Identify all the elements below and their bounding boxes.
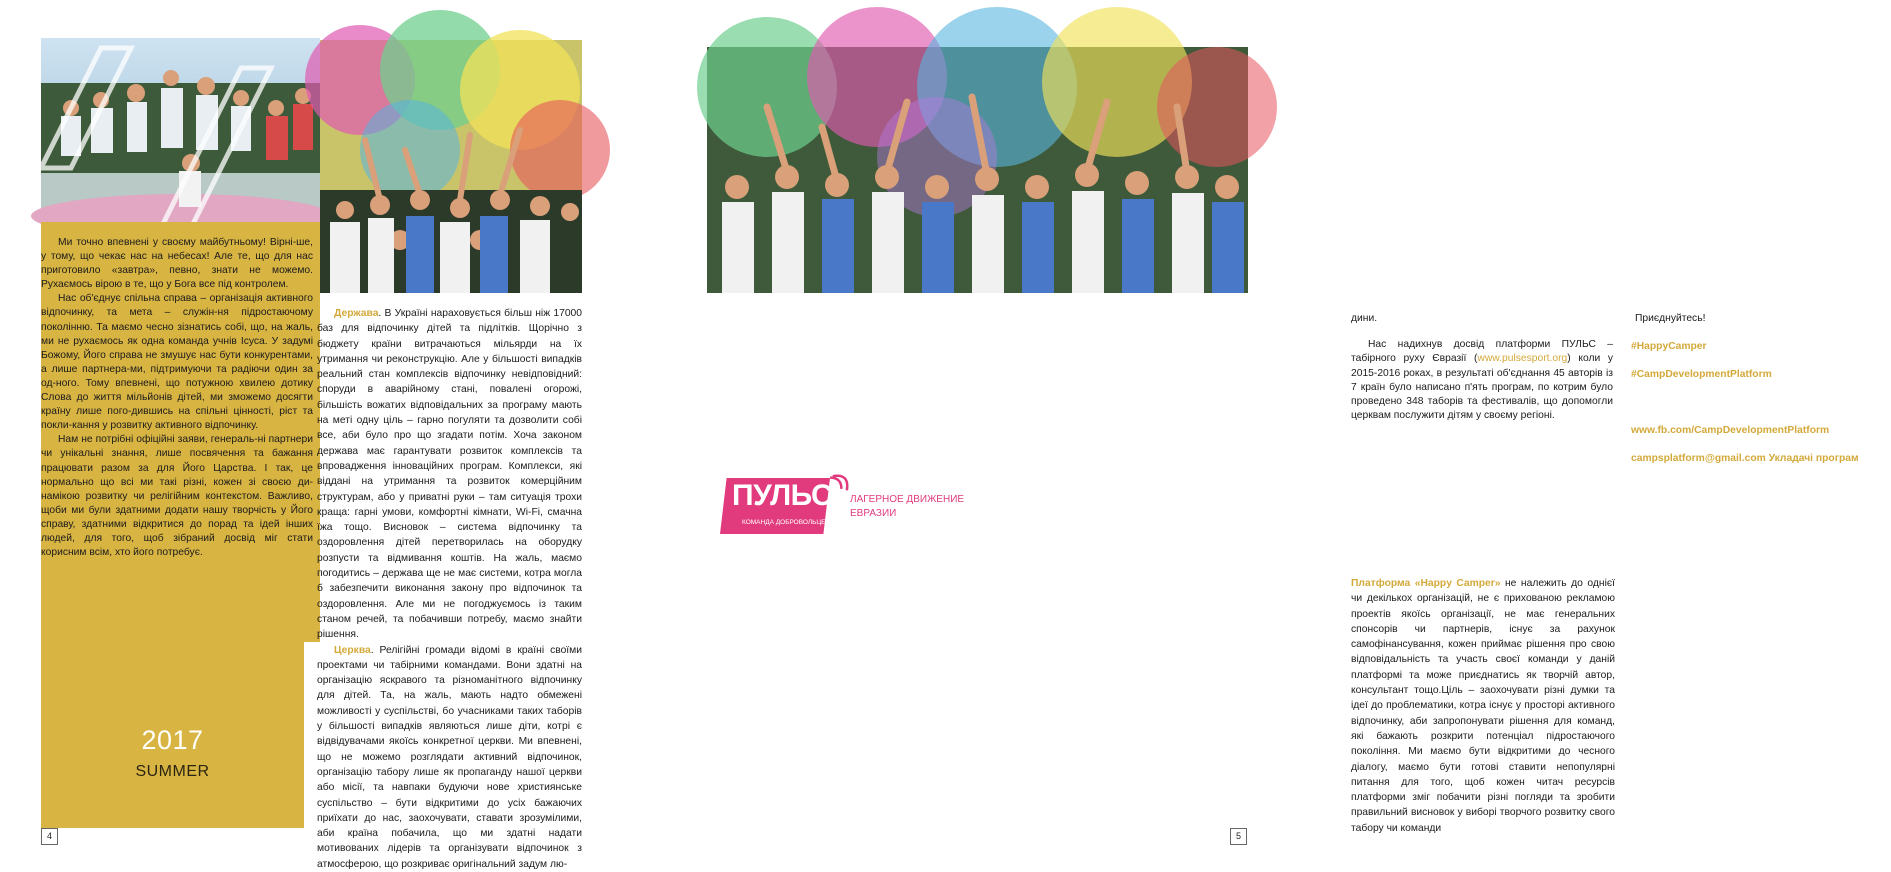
email-suffix: Укладачі програм — [1765, 453, 1859, 464]
page-number-left: 4 — [41, 828, 58, 845]
pulse-site-link[interactable]: www.pulsesport.org — [1477, 353, 1568, 365]
intro-text — [41, 236, 313, 560]
hashtag-happy-camper[interactable]: #HappyCamper — [1631, 341, 1707, 352]
right-page — [645, 0, 1859, 867]
issue-year: 2017 — [141, 725, 204, 755]
signal-waves-icon — [824, 465, 852, 493]
pulse-column — [1351, 312, 1613, 423]
happy-camper-label: Платформа «Happy Camper» — [1351, 578, 1501, 589]
state-paragraph — [317, 306, 582, 643]
email-line — [1631, 452, 1859, 466]
church-paragraph — [317, 643, 582, 872]
pulse-logo — [720, 465, 970, 537]
pulse-logo-sub: КОМАНДА ДОБРОВОЛЬЦЕВ — [742, 519, 830, 526]
left-page — [0, 0, 645, 870]
pulse-logo-line1: ЛАГЕРНОЕ ДВИЖЕНИЕ — [850, 494, 965, 505]
state-label: Держава — [334, 308, 379, 319]
pulse-logo-word: ПУЛЬС — [732, 479, 833, 512]
camp-group-photo — [41, 38, 320, 228]
holi-color-photo — [320, 40, 582, 293]
pulse-paragraph — [1351, 338, 1613, 423]
intro-paragraph: Нам не потрібні офіційні заяви, генераль-ні партнери чи унікальні знання, лише посвячення та бажання працювати разом за для Його Царства. І так, це нормально що всі ми такі різні, кожен зі своєю ди-намікою розвитку чи релігійним контекстом. Важливо, щоби ми були здатними додати нашу творчість у Його справу, здатними відкритися до порад та ідей інших людей, для того, щоб зібраний досвід міг стати корисним всім, хто його потребує. — [41, 434, 313, 559]
happy-camper-paragraph — [1351, 576, 1615, 836]
pulse-text-after: ) коли у 2015-2016 роках, в результаті об'єднання 45 авторів із 7 країн було написано п'ять програм, по котрим було проведено 348 таборів та фестивалів, що допомогли церквам послужити дітям у своєму регіоні. — [1351, 353, 1613, 422]
article-column-state-church — [317, 306, 582, 872]
column-continuation: дини. — [1351, 313, 1378, 324]
happy-camper-text: не належить до однієї чи декількох організацій, не є прихованою рекламою проектів якоїсь організації, не має генеральних спонсорів чи партнерів, існує за рахунок самофінансування, кожен приймає рішення про свою відповідальність та участь своєї команди у даній платформі та може приєднатись як творчій автор, консультант тощо.Ціль – заохочувати різні думки та ідеї до проблематики, котра існує у просторі активного відпочинку, аби запропонувати рішення для команд, які бажають розкрити потенціал підростаючого покоління. Ми маємо бути відкритими до чесного діалогу, маємо бути готові ставити непопулярні питання для того, щоб кожен читач ресурсів платформи зміг побачити різні погляди та зробити правильний висновок у виборі творчого розвитку свого табору чи команди — [1351, 578, 1615, 834]
intro-paragraph: Ми точно впевнені у своєму майбутньому! Вірні-ше, у тому, що чекає нас на небесах! Але те, що для нас приготовило «завтра», певно, знати не можемо. Рухаємось вірою в те, що у Бога все під контролем. — [41, 237, 313, 291]
holi-crowd-photo — [707, 47, 1248, 293]
email-link[interactable]: campsplatform@gmail.com — [1631, 453, 1766, 464]
hashtag-camp-platform[interactable]: #CampDevelopmentPlatform — [1631, 369, 1772, 380]
join-text: Приєднуйтесь! — [1635, 313, 1706, 324]
pulse-text-before: Нас надихнув досвід платформи ПУЛЬС – табірного руху Євразії ( — [1351, 339, 1613, 365]
intro-paragraph: Нас об'єднує спільна справа – організація активного відпочинку, та мета – служін-ня підростаючому поколінню. Та маємо чесно зізнатись собі, що, на жаль, ми не рухаємось як одна команда учнів Ісуса. У задумі Божому, Його справа не змушує нас бути конкурентами, а лише партнера-ми, підтримуючи та радіючи один за од-ного. Тому впевнені, що потужною хвилею дотику Слова до життя мільйонів дітей, ми зможемо досягти країну лише пого-дившись на спільні цінності, ріст та покли-кання у розвитку активного відпочинку. — [41, 293, 313, 432]
facebook-link[interactable]: www.fb.com/CampDevelopmentPlatform — [1631, 425, 1830, 436]
church-text: . Релігійні громади відомі в країні своїми проектами чи табірними командами. Вони здатні на організацію яскравого та різноманітного відпочинку для дітей. Та, на жаль, мають надто обмежені можливості у суспільстві, бо учасниками таких таборів у більшості випадків являються лише діти, котрі є відвідувачами якоїсь конкретної церкви. Ми впевнені, що не можемо розглядати активний відпочинок, організацію табору лише як пропаганду нашої церкви або місії, та навпаки будуючи нове християнське суспільство – бути відкритими до усіх бажаючих приїхати до нас, заохочувати, ставати зрозумілими, аби країна побачила, що ми здатні надати мотивованих лідерів та організувати відпочинок з атмосферою, що розкриває оригінальний задум лю- — [317, 644, 582, 870]
pulse-logo-line2: ЕВРАЗИИ — [850, 508, 897, 519]
issue-season: SUMMER — [135, 763, 210, 780]
page-number-right: 5 — [1230, 828, 1247, 845]
church-label: Церква — [334, 644, 371, 656]
state-text: . В Україні нараховується більш ніж 17000 баз для відпочинку дітей та підлітків. Щорічно з бюджету країни витрачаються мільярди на їх утримання чи реконструкцію. Але у більшості випадків реальний стан комплексів відпочинку невідповідний: споруди в аварійному стані, повалені огорожі, більшість вожатих відповідальних за програму мають на меті одну ціль – гарно погуляти та дозволити собі все, аби було про що згадати потім. Хоча законом держава має гарантувати розвиток комплексів та впровадження інноваційних програм. Комплекси, які віддані на утримання та розвиток комерційним структурам, або у приватні руки – там ситуація трохи краща: гарні умови, комфортні кімнати, Wi-Fi, смачна їжа тощо. Висновок – система відпочинку та оздоровлення дітей перетворилась на оборудку розпусти та відмивання коштів. На жаль, маємо погодитись – держава ще не має системи, котра могла б забезпечити виконання закону про відпочинок та оздоровлення. Але ми не погоджуємось із таким станом речей, та побачивши потребу, маємо знайти рішення. — [317, 308, 582, 641]
